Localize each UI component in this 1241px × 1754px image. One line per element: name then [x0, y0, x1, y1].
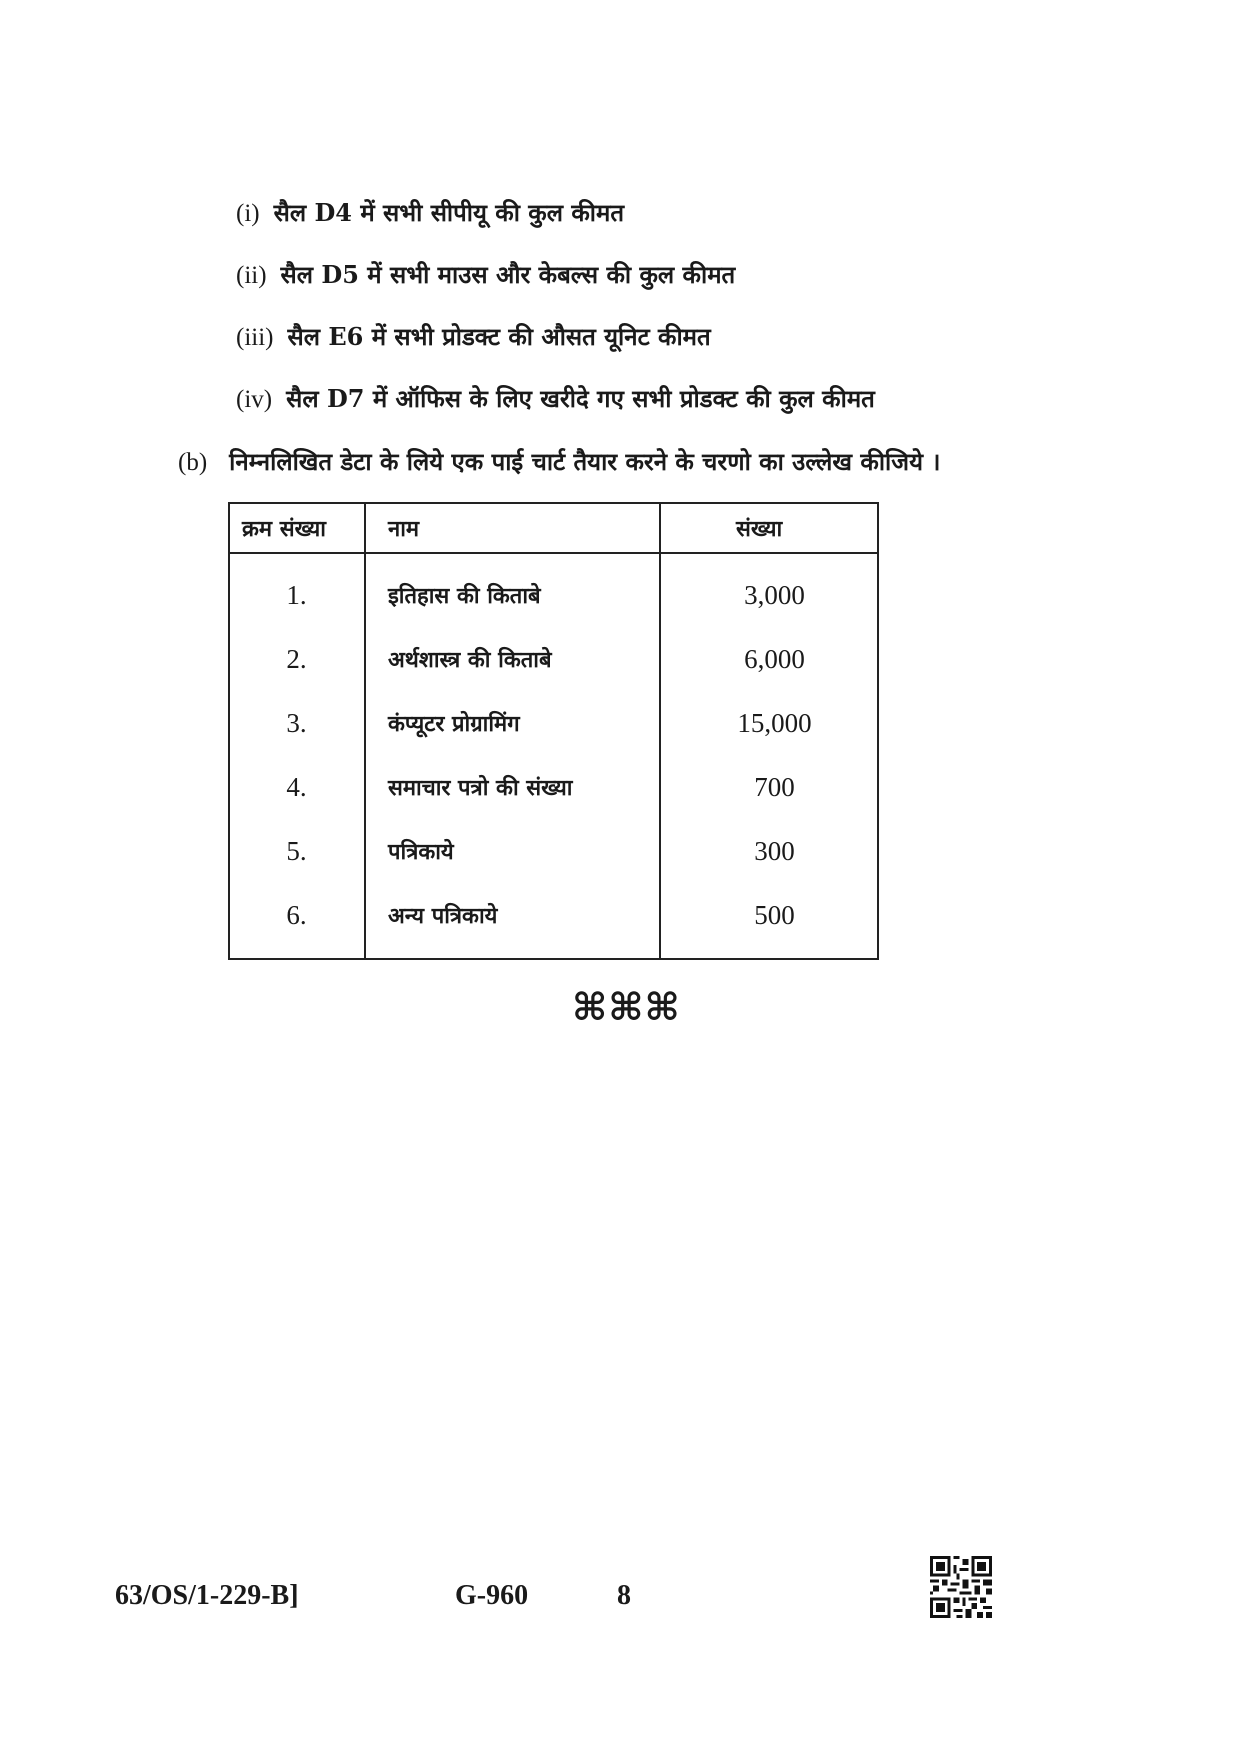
header-count: संख्या: [660, 503, 878, 553]
page-number: 8: [617, 1580, 631, 1611]
item-number: (ii): [236, 262, 267, 289]
qr-code-icon: [930, 1556, 992, 1618]
item-text: सैल E6 में सभी प्रोडक्ट की औसत यूनिट कीमत: [287, 322, 711, 351]
item-number: (iii): [236, 324, 274, 351]
data-table: [228, 502, 879, 960]
cell-name: कंप्यूटर प्रोग्रामिंग: [365, 691, 660, 755]
cell-count: 15,000: [737, 707, 812, 738]
cell-name: इतिहास की किताबे: [365, 553, 660, 627]
header-serial: क्रम संख्या: [229, 503, 365, 553]
table-row: [229, 553, 878, 627]
cell-name: पत्रिकाये: [365, 819, 660, 883]
table-row: [229, 691, 878, 755]
table-row: [229, 755, 878, 819]
item-number: (i): [236, 200, 260, 227]
cell-count: 500: [754, 899, 795, 930]
item-text: सैल D4 में सभी सीपीयू की कुल कीमत: [273, 198, 625, 227]
question-item-iv: [236, 382, 875, 415]
item-text: सैल D7 में ऑफिस के लिए खरीदे गए सभी प्रोडक्ट की कुल कीमत: [286, 384, 875, 413]
cell-serial: 5.: [229, 819, 365, 883]
part-text: निम्नलिखित डेटा के लिये एक पाई चार्ट तैयार करने के चरणो का उल्लेख कीजिये ।: [229, 447, 941, 476]
cell-name: अन्य पत्रिकाये: [365, 883, 660, 959]
question-item-i: [236, 196, 624, 229]
table-row: [229, 627, 878, 691]
item-number: (iv): [236, 386, 273, 413]
end-ornament: ⌘⌘⌘: [572, 985, 681, 1029]
cell-count: 6,000: [744, 643, 805, 674]
table-header-row: [229, 503, 878, 553]
question-item-ii: [236, 258, 735, 291]
cell-count: 3,000: [744, 579, 805, 610]
series-code: G-960: [455, 1580, 529, 1611]
cell-serial: 2.: [229, 627, 365, 691]
cell-count: 700: [754, 771, 795, 802]
cell-name: समाचार पत्रो की संख्या: [365, 755, 660, 819]
cell-serial: 4.: [229, 755, 365, 819]
table-row: [229, 819, 878, 883]
cell-count: 300: [754, 835, 795, 866]
paper-code: 63/OS/1-229-B]: [115, 1580, 299, 1611]
table-row: [229, 883, 878, 959]
header-name: नाम: [365, 503, 660, 553]
question-item-iii: [236, 320, 711, 353]
part-label: (b): [178, 449, 208, 476]
question-part-b: [178, 445, 940, 478]
cell-serial: 3.: [229, 691, 365, 755]
item-text: सैल D5 में सभी माउस और केबल्स की कुल कीमत: [280, 260, 736, 289]
cell-serial: 1.: [229, 553, 365, 627]
cell-name: अर्थशास्त्र की किताबे: [365, 627, 660, 691]
cell-serial: 6.: [229, 883, 365, 959]
